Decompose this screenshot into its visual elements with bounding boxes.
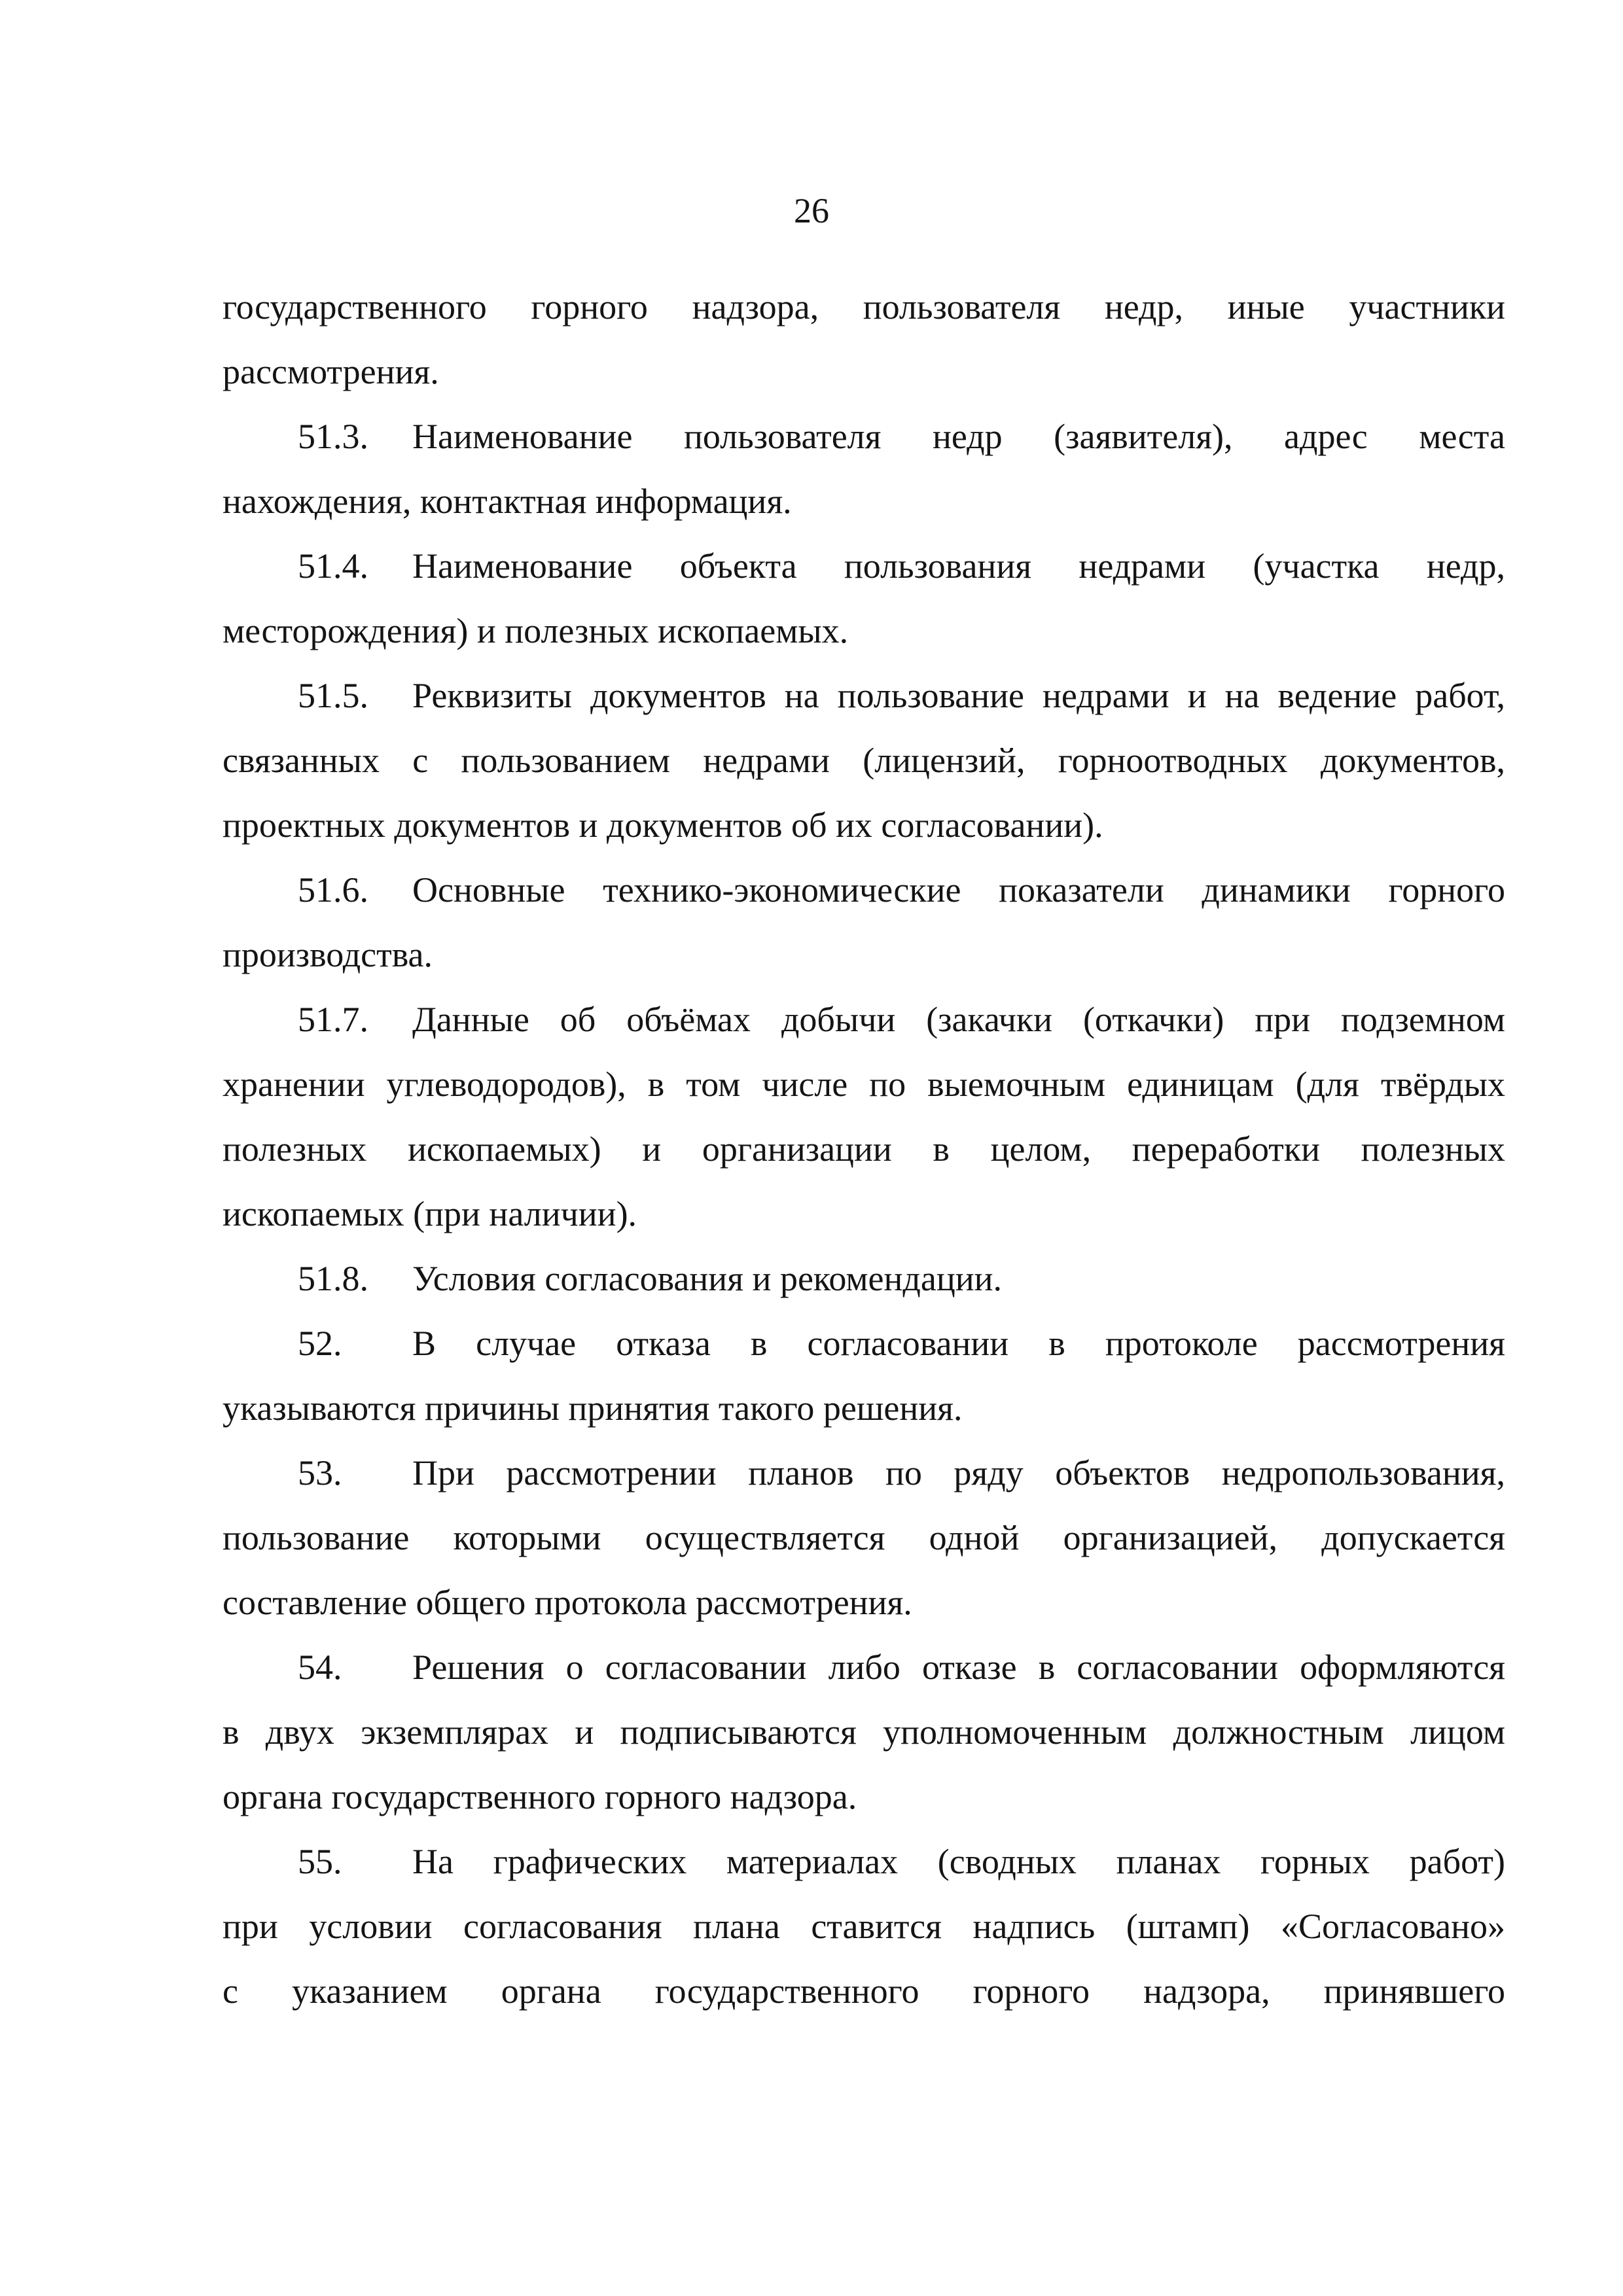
- text-line: при условии согласования плана ставится надпись (штамп) «Согласовано»: [223, 1907, 1505, 1946]
- clause-53-line: [223, 1441, 1505, 1506]
- text-line: ископаемых (при наличии).: [223, 1194, 637, 1233]
- text-line: связанных с пользованием недрами (лицензий, горноотводных документов,: [223, 741, 1505, 780]
- clause-text: На графических материалах (сводных планах горных работ): [412, 1842, 1505, 1881]
- clause-55-line: [223, 1829, 1505, 1894]
- clause-text: Наименование объекта пользования недрами (участка недр,: [412, 546, 1505, 586]
- clause-51-7-line: [223, 987, 1505, 1052]
- text-line: указываются причины принятия такого решения.: [223, 1388, 963, 1428]
- clause-number: 51.5.: [298, 676, 368, 715]
- clause-text: При рассмотрении планов по ряду объектов недропользования,: [412, 1453, 1505, 1492]
- text-line: рассмотрения.: [223, 352, 439, 391]
- clause-51-4-line: [223, 534, 1505, 599]
- clause-text: Условия согласования и рекомендации.: [412, 1259, 1003, 1298]
- text-line: месторождения) и полезных ископаемых.: [223, 611, 849, 650]
- clause-number: 51.6.: [298, 870, 368, 910]
- clause-number: 51.8.: [298, 1259, 368, 1298]
- clause-51-8-line: [223, 1246, 1505, 1311]
- text-line: пользование которыми осуществляется одной организацией, допускается: [223, 1518, 1505, 1557]
- clause-text: Реквизиты документов на пользование недрами и на ведение работ,: [412, 676, 1505, 715]
- page-number: 26: [794, 191, 829, 230]
- clause-text: В случае отказа в согласовании в протоколе рассмотрения: [412, 1324, 1505, 1363]
- clause-52-line: [223, 1311, 1505, 1376]
- clause-number: 51.7.: [298, 1000, 368, 1039]
- text-line: составление общего протокола рассмотрения.: [223, 1583, 912, 1622]
- clause-number: 52.: [298, 1324, 342, 1363]
- text-line: с указанием органа государственного горного надзора, принявшего: [223, 1971, 1505, 2011]
- text-line: проектных документов и документов об их согласовании).: [223, 805, 1103, 845]
- text-line: производства.: [223, 935, 433, 974]
- text-line: органа государственного горного надзора.: [223, 1777, 857, 1816]
- text-line: государственного горного надзора, пользователя недр, иные участники: [223, 287, 1505, 327]
- clause-51-6-line: [223, 858, 1505, 923]
- clause-text: Данные об объёмах добычи (закачки (откачки) при подземном: [412, 1000, 1505, 1039]
- document-body: [223, 275, 1505, 2024]
- clause-text: Наименование пользователя недр (заявителя), адрес места: [412, 417, 1505, 456]
- clause-number: 53.: [298, 1453, 342, 1492]
- text-line: полезных ископаемых) и организации в целом, переработки полезных: [223, 1129, 1505, 1169]
- text-line: нахождения, контактная информация.: [223, 482, 792, 521]
- clause-number: 51.4.: [298, 546, 368, 586]
- clause-51-3-line: [223, 404, 1505, 469]
- text-line: в двух экземплярах и подписываются уполномоченным должностным лицом: [223, 1712, 1505, 1752]
- clause-51-5-line: [223, 663, 1505, 728]
- text-line: хранении углеводородов), в том числе по выемочным единицам (для твёрдых: [223, 1065, 1505, 1104]
- clause-number: 51.3.: [298, 417, 368, 456]
- clause-number: 54.: [298, 1648, 342, 1687]
- clause-text: Основные технико-экономические показатели динамики горного: [412, 870, 1505, 910]
- clause-54-line: [223, 1635, 1505, 1700]
- clause-text: Решения о согласовании либо отказе в согласовании оформляются: [412, 1648, 1505, 1687]
- clause-number: 55.: [298, 1842, 342, 1881]
